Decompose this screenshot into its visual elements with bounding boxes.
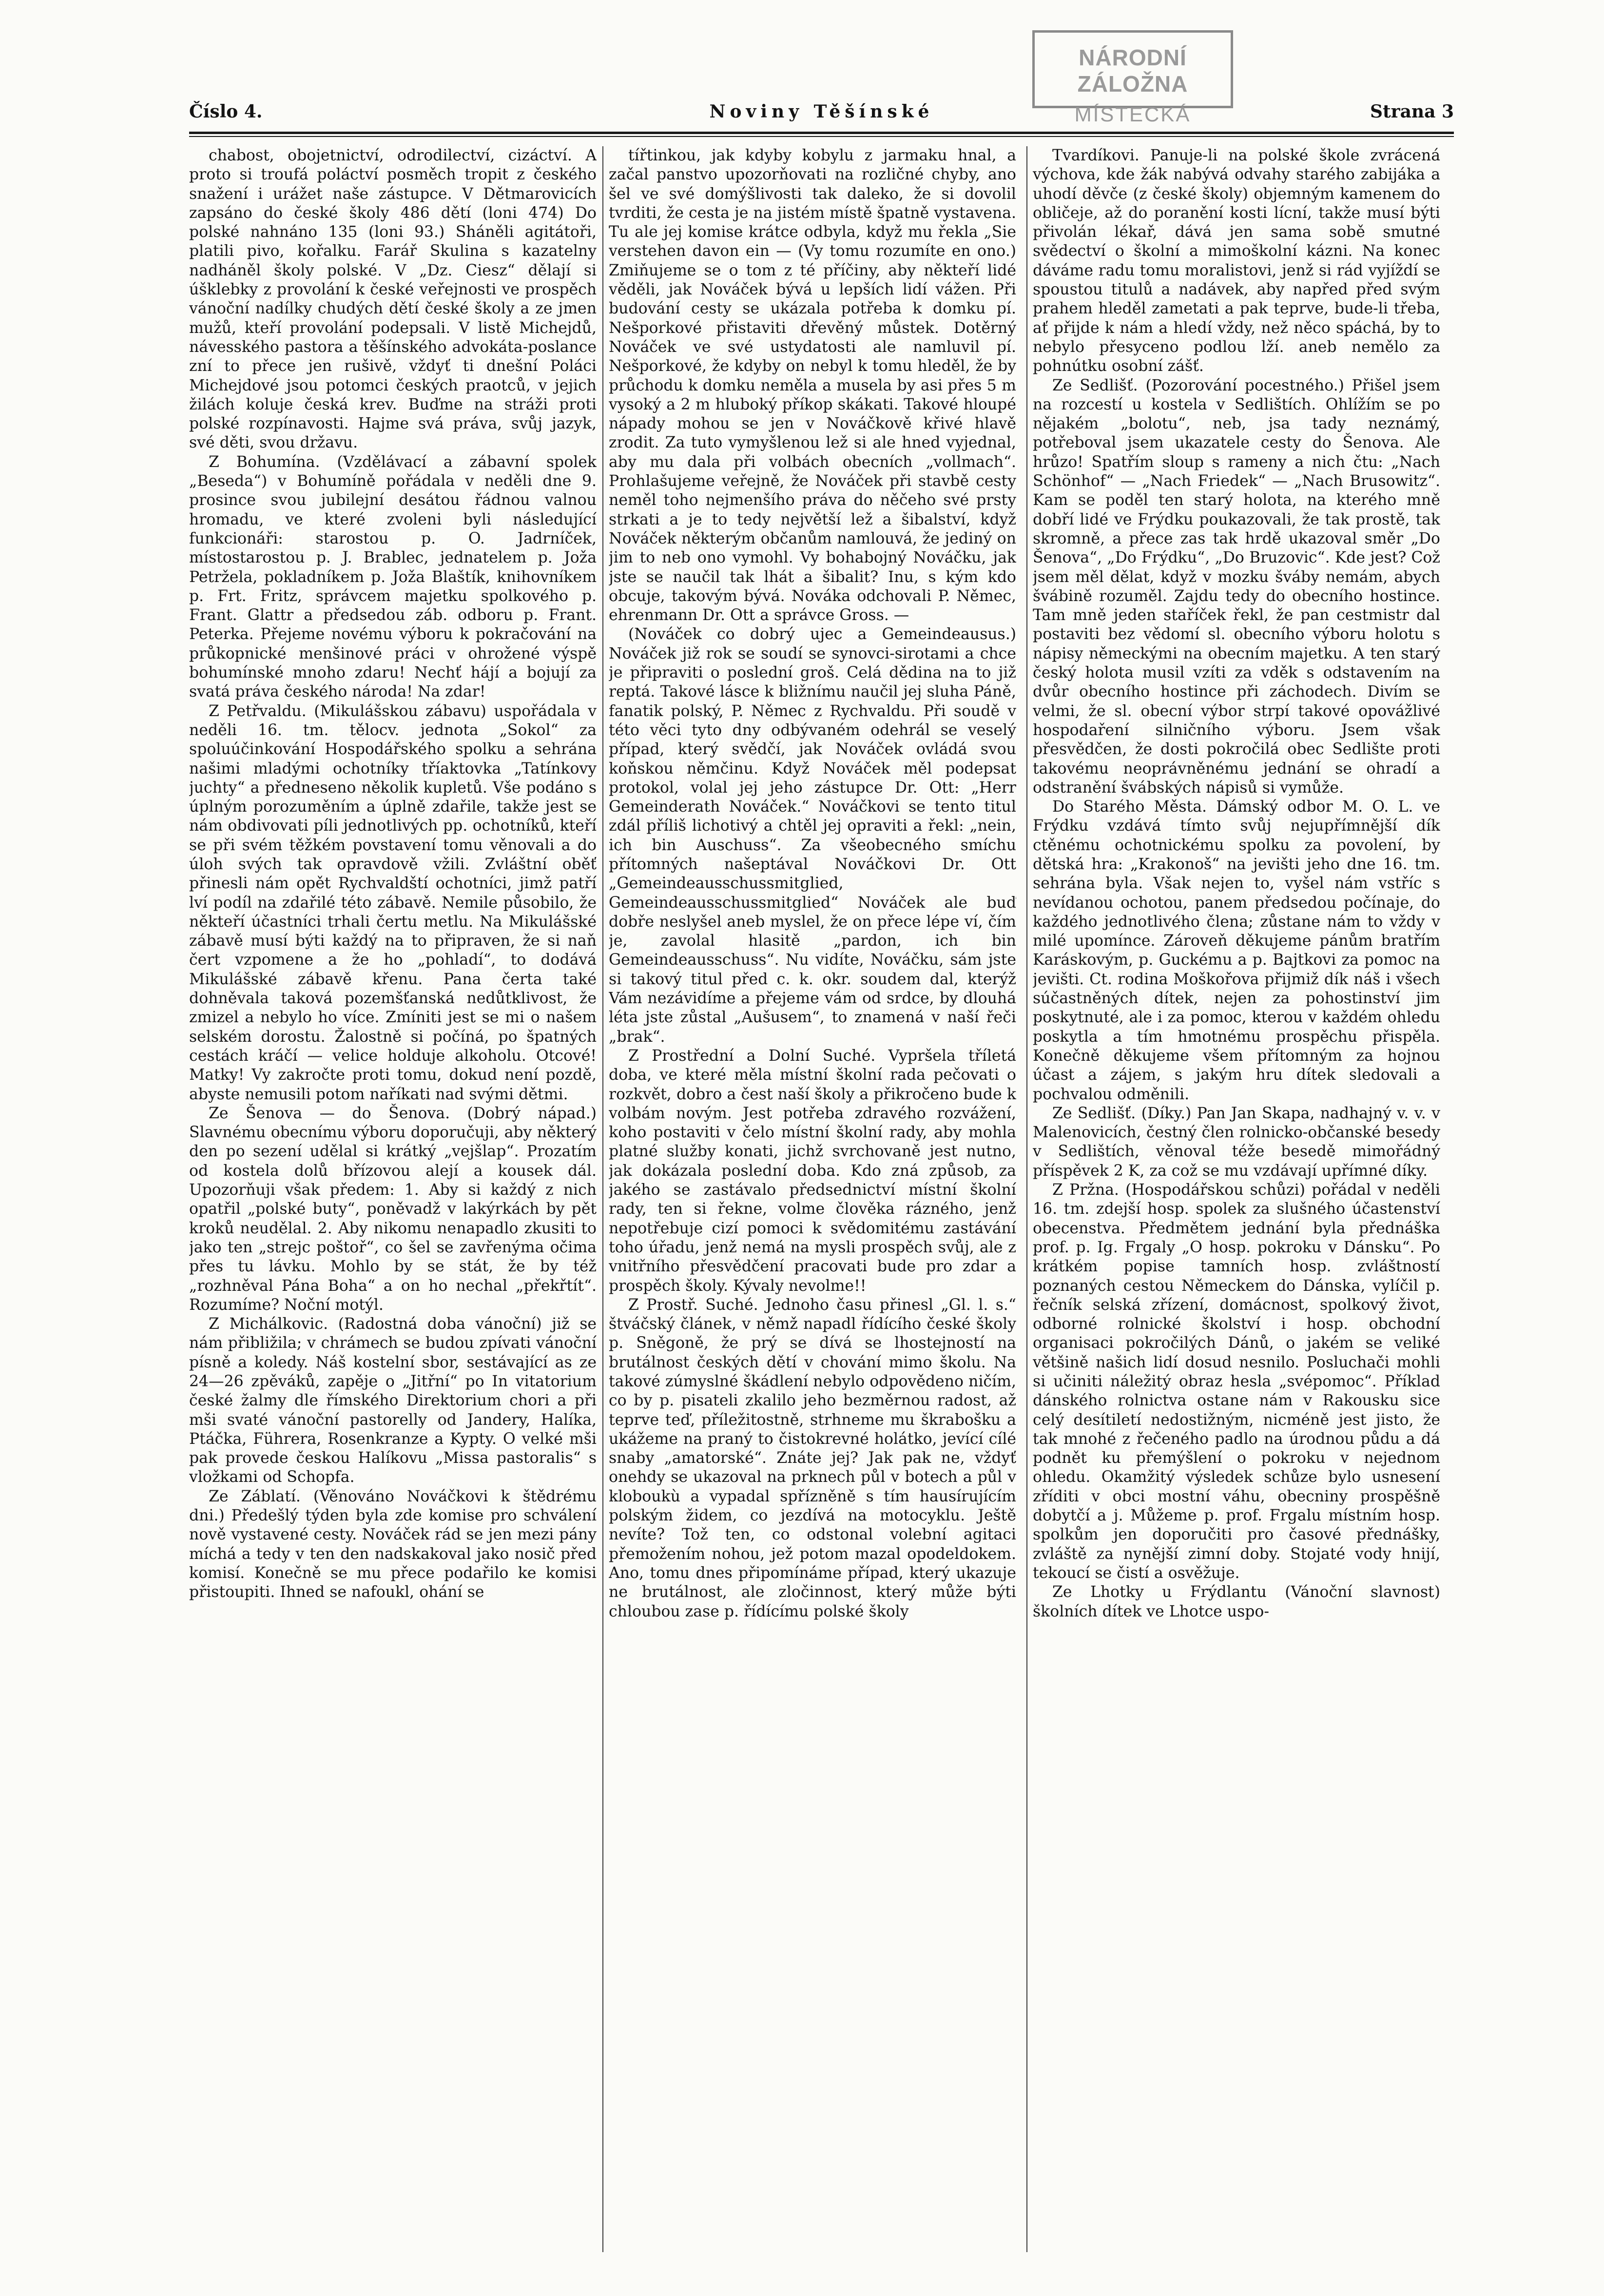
stamp-line-1: NÁRODNÍ ZÁLOŽNA xyxy=(1077,45,1188,97)
article-paragraph: Z Prostř. Suché. Jednoho času přinesl „Gl. l. s.“ štváčský článek, v němž napadl řídícího české školy p. Sněgoně, že prý se dívá se lhostejností na brutálnost českých dětí v chování mimo školu. Na takové zúmyslné škádlení nebylo odpovědeno ničím, co by p. pisateli zkalilo jeho bezměrnou radost, až teprve teď, příležitostně, strhneme mu škrabošku a ukážeme na praný to čistokrevné holátko, jevící cílé snaby „amatorské“. Znáte jej? Jak pak ne, vždyť onehdy se ukazoval na prknech půl v botech a půl v kloboukù a vypadal spřízněně s tím hausírujícím polským židem, co jezdívá na motocyklu. Ještě nevíte? Tož ten, co odstonal volební agitaci přemožením nohou, jež potom mazal opodeldokem. Ano, tomu dnes připomínáme případ, který ukazuje ne brutálnost, ale zločinnost, který může býti chloubou zase p. řídícímu polské školy xyxy=(609,1296,1016,1620)
library-stamp xyxy=(1032,30,1233,126)
article-paragraph: Ze Šenova — do Šenova. (Dobrý nápad.) Slavnému obecnímu výboru doporučuji, aby některý den po sezení udělal si krátký „vejšlap“. Prozatím od kostela dolů břízovou alejí a kousek dál. Upozorňuji však předem: 1. Aby si každý z nich opatřil „polské buty“, poněvadž v lakýrkách by pět kroků neudělal. 2. Aby nikomu nenapadlo zkusiti to jako ten „strejc poštoř“, co šel se zavřenýma očima přes tu lávku. Mohlo by se stát, že by též „rozhněval Pána Boha“ a on ho nechal „překřtít“. Rozumíme? Noční motýl. xyxy=(189,1104,597,1314)
column-2 xyxy=(609,146,1016,2252)
article-paragraph: Z Bohumína. (Vzdělávací a zábavní spolek „Beseda“) v Bohumíně pořádala v neděli dne 9. prosince svou jubilejní desátou řádnou valnou hromadu, ve které zvoleni byli následující funkcionáři: starostou p. O. Jadrníček, místostarostou p. J. Brablec, jednatelem p. Joža Petrželа, pokladníkem p. Joža Blaštík, knihovníkem p. Frt. Fritz, správcem majetku spolkového p. Frant. Glattr a předsedou záb. odboru p. Frant. Peterka. Přejeme novému výboru k pokračování na průkopnické menšinové práci v ohrožené výspě bohumínské mnoho zdaru! Nechť hájí a bojují za svatá práva českého národa! Na zdar! xyxy=(189,453,597,701)
article-paragraph: Z Pržna. (Hospodářskou schůzi) pořádal v neděli 16. tm. zdejší hosp. spolek za slušného účastenství obecenstva. Předmětem jednání byla přednáška prof. p. Ig. Frgaly „O hosp. pokroku v Dánsku“. Po krátkém popise tamních hosp. zvláštností poznaných cestou Německem do Dánska, vylíčil p. řečník selská zřízení, domácnost, spolkový život, odborné rolnické školství i hosp. obchodní organisaci pokročilých Dánů, o jakém se veliké většině našich lidí dosud nesnilo. Posluchači mohli si učiniti náležitý obraz hesla „svépomoc“. Příklad dánského rolnictva ostane nám v Rakousku sice celý desítiletí nedostižným, nicméně jest jisto, že tak mnohé z řečeného padlo na úrodnou půdu a dá podnět ku přemýšlení o pokroku v nejednom ohledu. Okamžitý výsledek schůze bylo usnesení zříditi v obci mostní váhu, obecniny prospěšně dobytčí a j. Můžeme p. prof. Frgalu místním hosp. spolkům jen doporučiti pro časové přednášky, zvláště za nynější zimní doby. Stojaté vody hnijí, tekoucí se čistí a osvěžuje. xyxy=(1033,1181,1440,1582)
newspaper-title: Noviny Těšínské xyxy=(709,101,934,122)
article-paragraph: Tvardíkovi. Panuje-li na polské škole zvrácená výchova, kde žák nabývá odvahy starého zabijáka a uhodí děvče (z české školy) objemným kamenem do obličeje, až do poranění kosti lícní, takže musí býti přivolán lékař, dává jen sama sobě smutné svědectví o školní a mimoškolní kázni. Na konec dáváme radu tomu moralistovi, jenž si rád vyjíždí se spoustou titulů a nadávek, aby napřed před svým prahem hleděl zametati a pak teprve, bude-li třeba, ať přijde k nám a hledí vždy, než něco spáchá, by to nebylo přesyceno podlou lží. aneb nemělo za pohnútku osobní zášť. xyxy=(1033,147,1440,375)
article-paragraph: chabost, obojetnictví, odrodilectví, cizáctví. A proto si troufá poláctví posměch tropit z českého snažení i urážet naše zástupce. V Dětmarovicích zapsáno do české školy 486 dětí (loni 474) Do polské nahnáno 135 (loni 93.) Sháněli agitátoři, platili pivo, kořalku. Farář Skulina s kazatelny nadháněl školy polské. V „Dz. Ciesz“ dělají si úšklebky z provolání k české veřejnosti ve prospěch vánoční nadílky chudých dětí české školy a ze jmen mužů, kteří provolání podepsali. V listě Michejdů, návesského pastora a těšínského advokáta-poslance zní to přece jen rušivě, vždyť ti dnešní Poláci Michejdové jsou potomci českých praotců, v jejich žilách koluje česká krev. Buďme na stráži proti polské rozpínavosti. Hajme svá práva, svůj jazyk, své děti, svou državu. xyxy=(189,147,597,452)
article-paragraph: Z Prostřední a Dolní Suché. Vypršela tříletá doba, ve které měla místní školní rada pečovati o rozkvět, dobro a čest naší školy a přikročeno bude k volbám novým. Jest potřeba zdravého rozvážení, koho postaviti v čelo místní školní rady, aby mohla platné služby konati, jichž svrchovaně jest nutno, jak dokázala poslední doba. Kdo zná způsob, za jakého se zastávalo předsednictví místní školní rady, ten si řekne, volme člověka rázného, jenž nepotřebuje cizí pomoci k svědomitému zastávání toho úřadu, jenž nemá na mysli prospěch svůj, ale z vnitřního přesvědčení pracovati bude pro zdar a prospěch školy. Kývaly nevolme!! xyxy=(609,1047,1016,1295)
column-1 xyxy=(189,146,597,2252)
article-paragraph: Ze Lhotky u Frýdlantu (Vánoční slavnost) školních dítek ve Lhotce uspo- xyxy=(1033,1583,1440,1620)
article-paragraph: Ze Záblatí. (Věnováno Nováčkovi k štědrému dni.) Předešlý týden byla zde komise pro schválení nově vystavené cesty. Nováček rád se jen mezi pány míchá a tedy v ten den nadskakoval jako nosič před komisí. Konečně se mu přece podařilo ke komisi přistoupiti. Ihned se nafoukl, ohání se xyxy=(189,1487,597,1601)
header-rule-thin xyxy=(189,136,1454,137)
page-number: Strana 3 xyxy=(1370,101,1454,122)
column-divider xyxy=(602,146,603,2252)
article-paragraph: Z Michálkovic. (Radostná doba vánoční) již se nám přibližila; v chrámech se budou zpívati vánoční písně a koledy. Náš kostelní sbor, sestávající as ze 24—26 zpěváků, zapěje o „Jitřní“ po In vitatorium české žalmy dle římského Direktorium chori a při mši svaté vánoční pastorelly od Jandery, Halíka, Ptáčka, Führera, Rosenkranze a Kypty. O velké mši pak provede českou Halíkovu „Missa pastoralis“ s vložkami od Schopfa. xyxy=(189,1315,597,1486)
article-paragraph: Ze Sedlišť. (Díky.) Pan Jan Skapa, nadhajný v. v. v Malenovicích, čestný člen rolnicko-občanské besedy v Sedlištích, věnoval téže besedě mimořádný příspěvek 2 K, za což se mu vzdávají upřímné díky. xyxy=(1033,1104,1440,1180)
page-header xyxy=(189,97,1454,127)
article-paragraph: Do Starého Města. Dámský odbor M. O. L. ve Frýdku vzdává tímto svůj nejupřímnější dík ctěnému ochotnickému spolku za povolení, by dětská hra: „Krakonoš“ na jevišti jeho dne 16. tm. sehrána byla. Však nejen to, vyšel nám vstříc s nevídanou ochotou, panem předsedou počínaje, do každého jednotlivého člena; zůstane nám to vždy v milé upomínce. Zároveň děkujeme pánům bratřím Karáskovým, p. Guckému a p. Bajtkovi za pomoc na jevišti. Ct. rodina Moškořova přijmiž dík náš i všech súčastněných dítek, nejen za pohostinství jim poskytnuté, ale i za pomoc, kterou v každém ohledu poskytla a tím hmotnému prospěchu přispěla. Konečně děkujeme všem přítomným za hojnou účast a zájem, s jakým hru dítek sledovali a pochvalou odměnili. xyxy=(1033,798,1440,1103)
article-paragraph: Z Petřvaldu. (Mikulášskou zábavu) uspořádala v neděli 16. tm. tělocv. jednota „Sokol“ za spoluúčinkování Hospodářského spolku a sehrána našimi mladými ochotníky tříaktovka „Tatínkovy juchty“ a předneseno několik kupletů. Vše podáno s úplným porozuměním a úplně zdařile, takže jest se nám obdivovati píli jednotlivých pp. ochotníků, kteří se při svém těžkém povstavení tomu věnovali a do úloh svých tak opravdově vžili. Zvláštní oběť přinesli nám opět Rychvaldští ochotníci, jimž patří lví podíl na zdařilé této zábavě. Nemile působilo, že někteří účastníci trhali čertu metlu. Na Mikulášské zábavě musí býti každý na to připraven, že si naň čert vzpomene a že ho „pohladí“, to dodává Mikulášské zábavě křenu. Pana čerta také dohněvala taková pozemšťanská nedůtklivost, že zmizel a nebylo ho více. Zmíniti jest se mi o našem selském dorostu. Žalostně si počíná, po špatných cestách kráčí — velice holduje alkoholu. Otcové! Matky! Vy zakročte proti tomu, dokud není pozdě, abyste nemusili potom naříkati nad svými dětmi. xyxy=(189,702,597,1103)
stamp-line-2: MÍSTECKÁ xyxy=(1074,103,1191,126)
article-paragraph: (Nováček co dobrý ujec a Gemeindeausus.) Nováček již rok se soudí se synovci-sirotami a chce je připraviti o poslední groš. Celá dědina na to již reptá. Takové lásce k bližnímu naučil jej sluha Páně, fanatik polský, P. Němec z Rychvaldu. Při soudě v této věci tyto dny odbývaném odehrál se veselý případ, který svědčí, jak Nováček ovládá svou koňskou němčinu. Když Nováček měl podepsat protokol, volal jej jeho zástupce Dr. Ott: „Herr Gemeinderath Nováček.“ Nováčkovi se tento titul zdál příliš lichotivý a chtěl jej opraviti a řekl: „nein, ich bin Auschuss“. Za všeobecného smíchu přítomných našeptával Nováčkovi Dr. Ott „Gemeindeausschussmitglied, Gemeindeausschussmitglied“ Nováček ale buď dobře neslyšel aneb myslel, že on přece lépe ví, čím je, zavolal hlasitě „pardon, ich bin Gemeindeausschuss“. Nu vidíte, Nováčku, sám jste si takový titul před c. k. okr. soudem dal, kterýž Vám nezávidíme a přejeme vám od srdce, by dlouhá léta jste zůstal „Aušusem“, to znamená v naší řeči „brak“. xyxy=(609,625,1016,1046)
column-divider xyxy=(1026,146,1027,2252)
header-rule xyxy=(189,132,1454,134)
article-paragraph: tířtinkou, jak kdyby kobylu z jarmaku hnal, a začal panstvo upozorňovati na rozličné chyby, ano šel ve své domýšlivosti tak daleko, že si dovolil tvrditi, že cesta je na jistém místě špatně vystavena. Tu ale jej komise krátce odbyla, když mu řekla „Sie verstehen davon ein — (Vy tomu rozumíte en ono.) Zmiňujeme se o tom z té příčiny, aby někteří lidé věděli, jak Nováček bývá u lepších lidí vážen. Při budování cesty se ukázala potřeba k domku pí. Nešporkové přistaviti dřevěný můstek. Dotěrný Nováček ve své ustydatosti ale namluvil pí. Nešporkové, že kdyby on nebyl k tomu hleděl, že by průchodu k domku neměla a musela by asi přes 5 m vysoký a 2 m hluboký příkop skákati. Takové hloupé nápady mohou se jen v Nováčkově křivé hlavě zrodit. Za tuto vymyšlenou lež si ale hned vyjednal, aby mu dala při volbách obecních „vollmach“. Prohlašujeme veřejně, že Nováček při stavbě cesty neměl toho nejmenšího práva do něčeho své prsty strkati a je to tedy největší lež a šibalství, když Nováček některým občanům namlouvá, že jediný on jim to neb ono vymohl. Vy bohabojný Nováčku, jak jste se naučil tak lhát a šibalit? Inu, s kým kdo obcuje, takovým bývá. Nováka odchovali P. Němec, ehrenmann Dr. Ott a správce Gross. — xyxy=(609,147,1016,624)
column-3 xyxy=(1033,146,1440,2252)
issue-number: Číslo 4. xyxy=(189,101,263,122)
article-paragraph: Ze Sedlišť. (Pozorování pocestného.) Přišel jsem na rozcestí u kostela v Sedlištích. Ohlížím se po nějakém „bolotu“, neb, jsa tady neznámý, potřeboval jsem ukazatele cesty do Šenova. Ale hrůzo! Spatřím sloup s rameny a nich čtu: „Nach Schönhof“ — „Nach Friedek“ — „Nach Brusowitz“. Kam se poděl ten starý holota, na kterého mně dobří lidé ve Frýdku poukazovali, že tak prostě, tak skromně, a přece zas tak hrdě ukazoval směr „Do Šenova“, „Do Frýdku“, „Do Bruzovic“. Kde jest? Což jsem měl dělat, když v mozku šváby nemám, abych švábině rozuměl. Zajdu tedy do obecního hostince. Tam mně jeden staříček řekl, že pan cestmistr dal postaviti bez vědomí sl. obecního výboru holotu s nápisy německými na obecním majetku. A ten starý český holota musil vzíti za vděk s odstavením na dvůr obecního hostince při záchodech. Divím se velmi, že sl. obecní výbor strpí takové opovážlivé hospodaření silničního výboru. Jsem však přesvědčen, že dosti pokročilá obec Sedlište proti takovému neoprávněnému jednání se ohradí a odstranění švábských nápisů si vymůže. xyxy=(1033,376,1440,797)
